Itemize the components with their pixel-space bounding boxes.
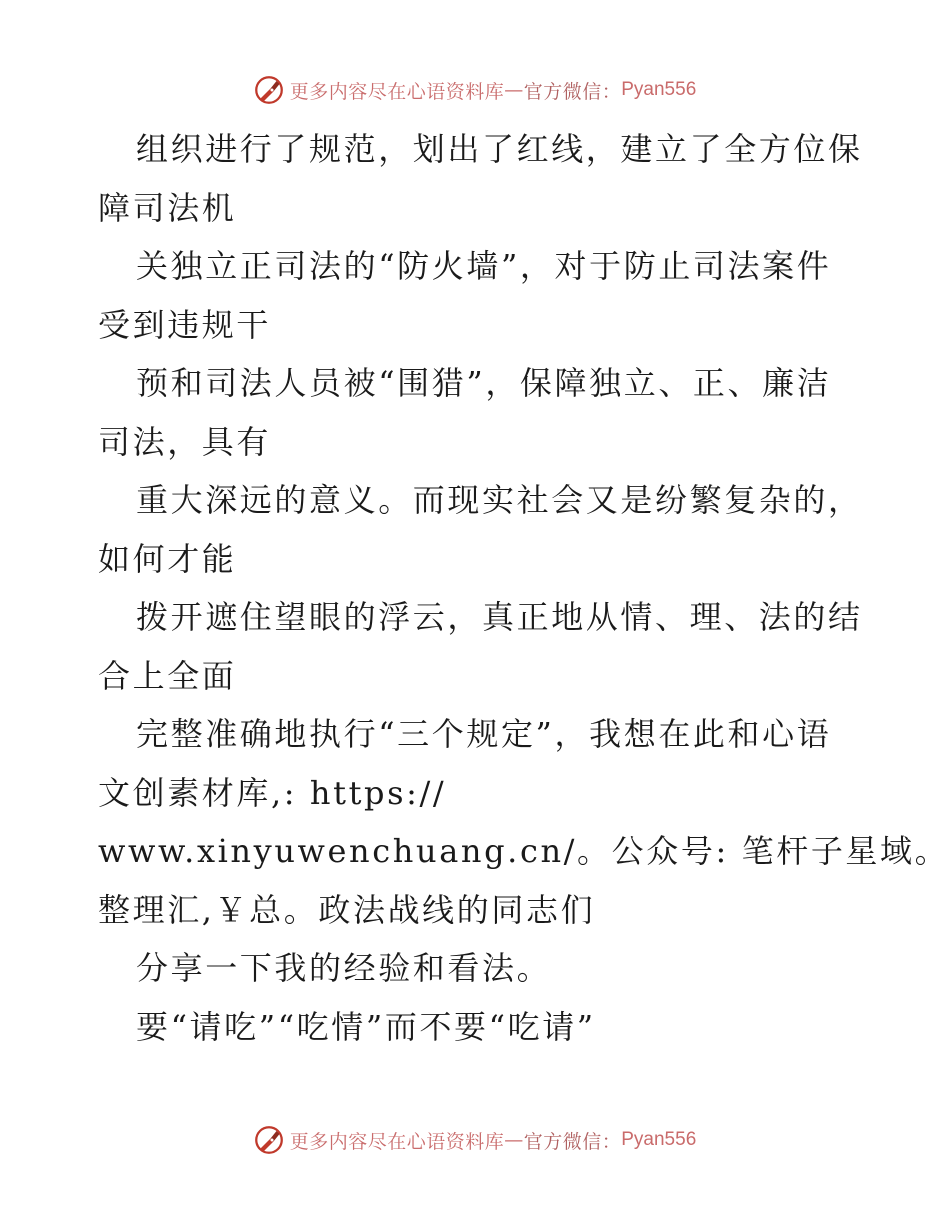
body-line: 关独立正司法的“防火墙”，对于防止司法案件 bbox=[136, 247, 832, 285]
body-line: 整理汇,￥总。政法战线的同志们 bbox=[98, 890, 596, 929]
body-line: 障司法机 bbox=[98, 188, 237, 227]
body-line: 司法，具有 bbox=[98, 422, 272, 461]
body-line: 预和司法人员被“围猎”，保障独立、正、廉洁 bbox=[136, 364, 832, 402]
body-line: 分享一下我的经验和看法。 bbox=[136, 949, 552, 987]
body-line-url: www.xinyuwenchuang.cn/。公众号: 笔杆子星域。 bbox=[98, 832, 950, 870]
footer-dash: — bbox=[504, 1129, 524, 1151]
header-dash: — bbox=[504, 79, 524, 101]
document-body bbox=[98, 120, 950, 1056]
body-line: 组织进行了规范，划出了红线，建立了全方位保 bbox=[136, 130, 863, 168]
footer-wechat-id: Pyan556 bbox=[621, 1129, 697, 1150]
header-banner bbox=[0, 72, 950, 108]
footer-wechat-label: 官方微信： bbox=[523, 1130, 622, 1153]
body-line: 如何才能 bbox=[98, 539, 237, 578]
body-line: 拨开遮住望眼的浮云，真正地从情、理、法的结 bbox=[136, 598, 863, 636]
header-wechat-id: Pyan556 bbox=[621, 79, 697, 100]
footer-banner bbox=[0, 1122, 950, 1158]
body-line-heading: 要“请吃”“吃情”而不要“吃请” bbox=[136, 1007, 596, 1046]
header-site-text: 更多内容尽在心语资料库 bbox=[289, 80, 505, 103]
body-line: 完整准确地执行“三个规定”，我想在此和心语 bbox=[136, 715, 832, 753]
header-wechat-label: 官方微信： bbox=[523, 80, 622, 103]
body-line: 文创素材库,: https:// bbox=[98, 773, 447, 812]
footer-site-text: 更多内容尽在心语资料库 bbox=[289, 1130, 505, 1153]
pen-nib-logo-icon bbox=[254, 75, 284, 105]
body-line: 合上全面 bbox=[98, 656, 237, 695]
pen-nib-logo-icon bbox=[254, 1125, 284, 1155]
body-line: 受到违规干 bbox=[98, 305, 272, 344]
body-line: 重大深远的意义。而现实社会又是纷繁复杂的， bbox=[136, 481, 863, 519]
